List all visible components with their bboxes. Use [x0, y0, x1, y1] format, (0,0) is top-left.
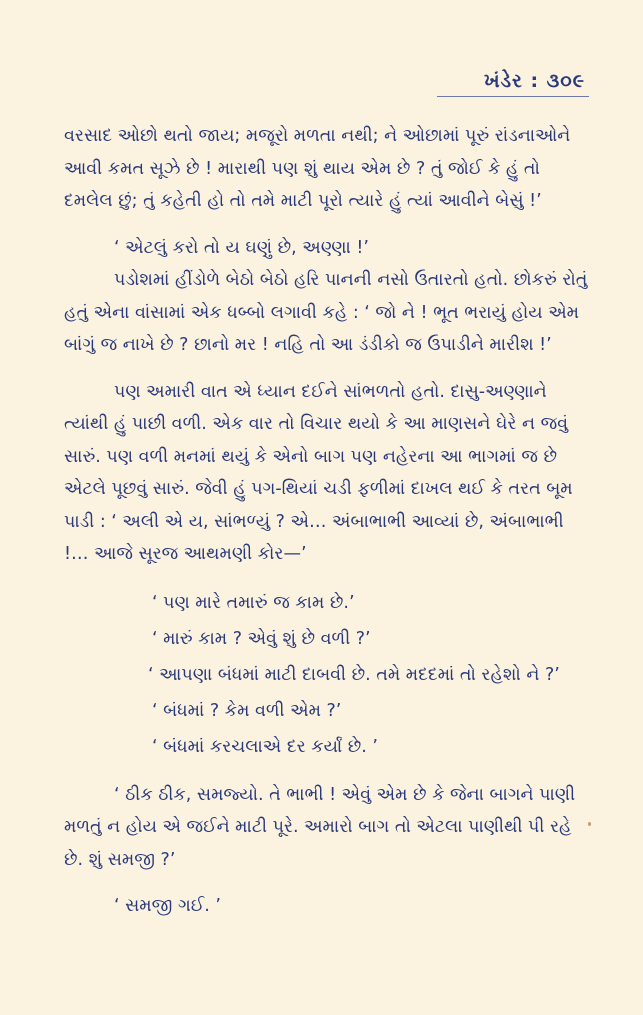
- paragraph: ‘ ઠીક ઠીક, સમજ્યો. તે ભાભી ! એવું એમ છે કે જેના બાગને પાણી મળતું ન હોય એ જઈને માટી પૂરે. અમારો બાગ તો એટલા પાણીથી પી રહે છે. શું સમજી ?’: [64, 784, 576, 870]
- dialogue-line: ‘ મારું કામ ? એવું શું છે વળી ?’: [152, 628, 371, 649]
- running-head: ખંડેર : ૩૦૯: [483, 70, 585, 92]
- dialogue-block: [64, 585, 591, 765]
- dialogue-line: ‘ પણ મારે તમારું જ કામ છે.’: [152, 592, 355, 613]
- paragraph: ‘ સમજી ગઈ. ’: [114, 896, 221, 916]
- paragraph: પડોશમાં હીંડોળે બેઠો બેઠો હરિ પાનની નસો ઉતારતો હતો. છોકરું રોતું હતું એના વાંસામાં એક ધબ્બો લગાવી કહે : ‘ જો ને ! ભૂત ભરાયું હોય એમ બાંગું જ નાખે છે ? છાનો મર ! નહિ તો આ ડંડીકો જ ઉપાડીને મારીશ !’: [64, 270, 588, 355]
- paragraph: ‘ એટલું કરો તો ય ઘણું છે, અણ્ણા !’: [114, 237, 369, 258]
- header-rule: [437, 96, 589, 97]
- dialogue-line: ‘ બંધમાં ? કેમ વળી એમ ?’: [152, 700, 342, 721]
- dialogue-line: ‘ આપણા બંધમાં માટી દાબવી છે. તમે મદદમાં તો રહેશો ને ?’: [148, 664, 560, 685]
- body-text: [64, 120, 591, 923]
- dialogue-line: ‘ બંધમાં કરચલાએ દર કર્યાં છે. ’: [152, 736, 378, 757]
- paragraph: વરસાદ ઓછો થતો જાય; મજૂરો મળતા નથી; ને ઓછામાં પૂરું રાંડનાઓને આવી કમત સૂઝે છે ! મારાથી પણ શું થાય એમ છે ? તું જોઈ કે હું તો દમલેલ છું; તું કહેતી હો તો તમે માટી પૂરો ત્યારે હું ત્યાં આવીને બેસું !’: [64, 126, 571, 211]
- paper-speck: [588, 822, 591, 826]
- paragraph: પણ અમારી વાત એ ધ્યાન દઈને સાંભળતો હતો. દાસુ-અણ્ણાને ત્યાંથી હું પાછી વળી. એક વાર તો વિચાર થયો કે આ માણસને ઘેરે ન જવું સારું. પણ વળી મનમાં થયું કે એનો બાગ પણ નહેરના આ ભાગમાં જ છે એટલે પૂછવું સારું. જેવી હું પગ-થિયાં ચડી ફળીમાં દાખલ થઈ કે તરત બૂમ પાડી : ‘ અલી એ ય, સાંભળ્યું ? એ… અંબાભાભી આવ્યાં છે, અંબાભાભી !… આજે સૂરજ આથમણી કોર—’: [64, 381, 573, 564]
